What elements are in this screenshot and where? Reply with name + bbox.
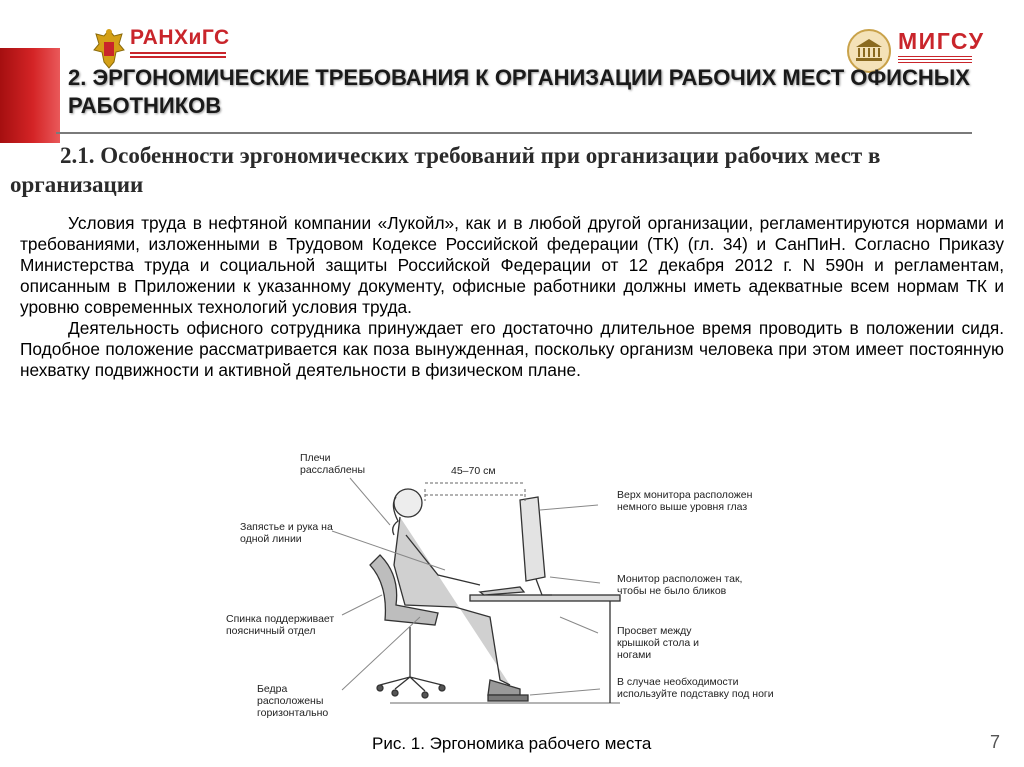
red-accent-bar (0, 48, 60, 143)
migsu-logo-text: МИГСУ (898, 28, 985, 54)
title-divider (56, 132, 972, 134)
ranepa-logo-lines (130, 52, 226, 58)
paragraph: Деятельность офисного сотрудника принуждает его достаточно длительное время проводить в положении сидя. Подобное положение рассматривается как поза вынужденная, поскольку организм человека при этом имеет постоянную нехватку подвижности и активной деятельности в физическом плане. (20, 318, 1004, 380)
section-title: Особенности эргономических требований при организации рабочих мест в организации (10, 143, 881, 197)
monitor-top-label: Верх монитора расположен немного выше уровня глаз (617, 489, 753, 513)
ergonomics-figure (220, 445, 800, 720)
slide-title: 2. ЭРГОНОМИЧЕСКИЕ ТРЕБОВАНИЯ К ОРГАНИЗАЦИИ РАБОЧИХ МЕСТ ОФИСНЫХ РАБОТНИКОВ (68, 65, 970, 118)
monitor-glare-label: Монитор расположен так, чтобы не было бликов (617, 573, 743, 597)
section-heading (10, 141, 1010, 199)
page-number: 7 (990, 732, 1001, 752)
paragraph: Условия труда в нефтяной компании «Лукойл», как и в любой другой организации, регламентируются нормами и требованиями, изложенными в Трудовом Кодексе Российской федерации (ТК) (гл. 34) и СанПиН. Согласно Приказу Министерства труда и социальной защиты Российской Федерации от 12 декабря 2012 г. N 590н и регламентам, описанным в Приложении к указанному документу, офисные работники должны иметь адекватные всем нормам ТК и уровню современных технологий условия труда. (20, 213, 1004, 317)
ranepa-logo-text: РАНХиГС (130, 26, 230, 49)
shoulders-label: Плечи расслаблены (300, 452, 365, 476)
figure-caption: Рис. 1. Эргономика рабочего места (372, 734, 652, 753)
migsu-logo-lines (898, 56, 972, 64)
thighs-label: Бедра расположены горизонтально (257, 683, 329, 719)
gap-label: Просвет между крышкой стола и ногами (617, 625, 700, 661)
footrest-label: В случае необходимости используйте подставку под ноги (617, 676, 774, 700)
distance-label: 45–70 см (451, 465, 496, 477)
wrist-label: Запястье и рука на одной линии (240, 521, 333, 545)
section-number: 2.1. (60, 143, 95, 168)
back-label: Спинка поддерживает поясничный отдел (226, 613, 335, 637)
body-text (20, 213, 1004, 381)
